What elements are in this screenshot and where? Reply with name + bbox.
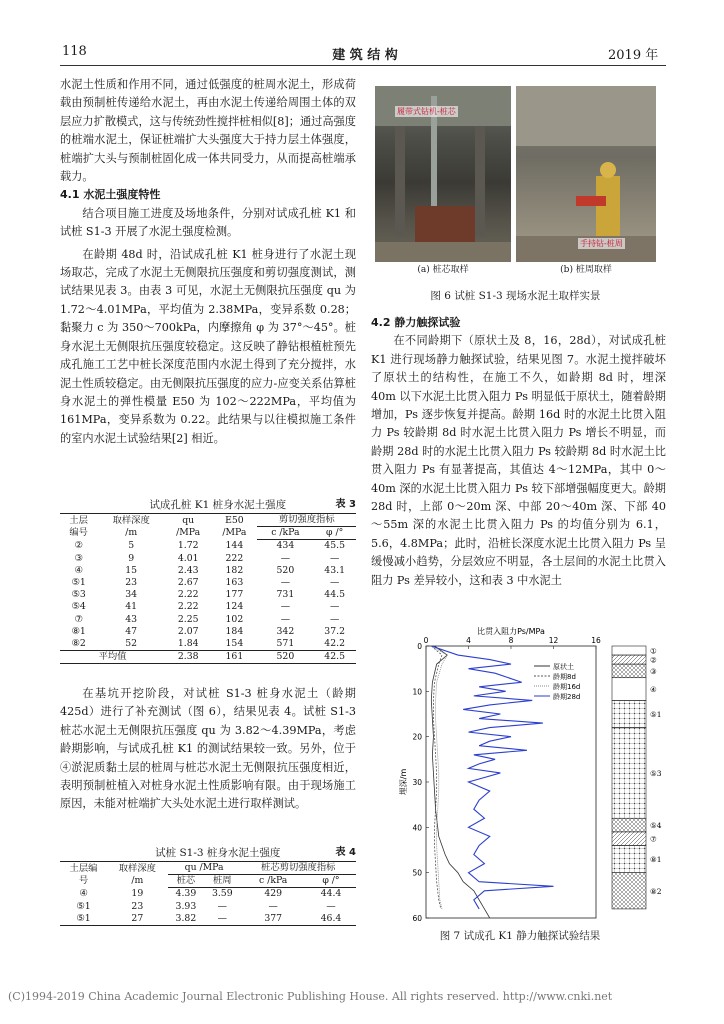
table-cell: 2.67 [177, 577, 199, 589]
legend-label: 龄期28d [553, 693, 581, 701]
table-cell: 45.5 [324, 540, 345, 552]
table-cell: 2.43 [177, 564, 199, 576]
section-heading: 4.1 水泥土强度特性 [60, 188, 161, 202]
table-cell: 3.93 [175, 900, 197, 912]
x-axis-label: 比贯入阻力Ps/MPa [477, 627, 545, 636]
site-illustration [516, 86, 656, 262]
col-header: c /kPa [257, 527, 313, 540]
table-cell: 2.38 [165, 651, 211, 664]
table-cell: 3.82 [168, 913, 204, 926]
table-cell: 429 [264, 888, 283, 900]
table-cell: 2.22 [177, 601, 199, 613]
data-table [60, 513, 356, 664]
table-cell: — [280, 601, 291, 613]
soil-layer [612, 646, 646, 655]
table-cell: — [204, 913, 240, 926]
table-cell: — [280, 613, 291, 625]
table-row [60, 540, 356, 553]
table-cell: 342 [276, 625, 295, 637]
table-cell: 平均值 [60, 651, 165, 664]
soil-layer [612, 818, 646, 832]
table-cell: 731 [276, 589, 295, 601]
soil-layer-label: ⑧2 [650, 886, 662, 896]
table-cell: — [329, 552, 340, 564]
table-caption [60, 845, 356, 861]
table-cell: 23 [125, 577, 138, 589]
figure-subcaption: (a) 桩芯取样 [417, 265, 469, 275]
table-cell: — [326, 900, 336, 912]
table-cell: 46.4 [306, 913, 356, 926]
section-heading: 4.2 静力触探试验 [371, 316, 461, 329]
table-cell: — [329, 613, 340, 625]
table-row [60, 614, 356, 626]
col-header: 桩周 [204, 875, 240, 888]
table-4 [60, 845, 356, 926]
table-row [60, 601, 356, 613]
col-header: φ /° [306, 875, 356, 888]
table-row [60, 589, 356, 601]
table-cell: 2.07 [177, 625, 199, 637]
legend-label: 龄期16d [553, 683, 581, 691]
table-title: 试桩 S1-3 桩身水泥土强度 [155, 847, 281, 859]
table-cell: 163 [225, 577, 244, 589]
table-cell: 52 [125, 638, 138, 650]
y-tick-label: 20 [412, 732, 422, 742]
table-row-average [60, 651, 356, 664]
paragraph: 水泥土性质和作用不同，通过低强度的桩周水泥土，形成荷载由预制桩传递给水泥土，再由水泥土传递给周围土体的双层应力扩散模式，这与传统劲性搅拌桩相似[8]；通过高强度的桩端水泥土，保证桩端扩大头强度大于持力层土体强度，桩端扩大头与预制桩固化成一体共同受力，从而提高桩端承载力。 [60, 78, 356, 184]
table-cell: 37.2 [324, 625, 345, 637]
copyright-footer: (C)1994-2019 China Academic Journal Electronic Publishing House. All rights reserved. http://www.cnki.net [8, 990, 613, 1003]
table-cell: 222 [225, 552, 244, 564]
y-axis-label: 埋深/m [399, 768, 408, 796]
table-cell: 23 [131, 900, 144, 912]
figure-subcaption: (b) 桩周取样 [560, 265, 612, 275]
table-cell: ⑤1 [60, 913, 107, 926]
col-header: 桩芯 [168, 875, 204, 888]
col-header: qu /MPa [168, 862, 241, 875]
right-column [371, 314, 666, 590]
col-header: 土层 编号 [60, 514, 97, 540]
y-tick-label: 0 [417, 642, 422, 651]
soil-layer [612, 664, 646, 678]
col-header: 取样深度 /m [97, 514, 165, 540]
table-cell: ⑤1 [76, 900, 91, 912]
photo-side-sampling [516, 86, 656, 262]
page-number: 118 [62, 44, 87, 59]
table-label: 表 4 [335, 847, 356, 858]
table-cell: 42.2 [324, 638, 345, 650]
series-line-3 [431, 646, 553, 909]
soil-layer-label: ⑤1 [650, 710, 662, 719]
table-cell: 44.5 [324, 589, 345, 601]
table-cell: 5 [128, 540, 135, 552]
col-header: 取样深度 /m [107, 862, 168, 888]
col-header: 剪切强度指标 [257, 514, 356, 527]
col-header: E50 /MPa [211, 514, 257, 540]
y-tick-label: 40 [412, 823, 422, 833]
table-cell: — [329, 601, 340, 613]
x-tick-label: 16 [591, 636, 601, 645]
col-header: qu /MPa [165, 514, 211, 540]
table-cell: 184 [225, 625, 244, 637]
table-cell: 144 [225, 540, 244, 552]
table-cell: 3.59 [211, 888, 233, 900]
cpt-chart [392, 626, 662, 924]
table-cell: 124 [225, 601, 244, 613]
soil-layer-label: ② [650, 655, 657, 665]
table-cell: 27 [107, 913, 168, 926]
soil-layer [612, 655, 646, 664]
table-cell: 41 [125, 601, 138, 613]
paragraph: 结合项目施工进度及场地条件，分别对试成孔桩 K1 和试桩 S1-3 开展了水泥土强度检测。 [60, 206, 356, 239]
table-cell: — [280, 577, 291, 589]
table-cell: 47 [125, 625, 138, 637]
paragraph: 在基坑开挖阶段，对试桩 S1-3 桩身水泥土（龄期 425d）进行了补充测试（图 6），结果见表 4。试桩 S1-3 桩芯水泥土无侧限抗压强度 qu 为 3.82～4.39MPa，考虑龄期影响，与试成孔桩 K1 的测试结果较一致。另外，位于④淤泥质黏土层的桩周与桩芯水泥土无侧限抗压强度相近，表明预制桩植入对桩身水泥土性质影响有限。由于现场施工原因，未能对桩端扩大头处水泥土进行取样测试。 [60, 687, 356, 811]
table-row [60, 888, 356, 901]
table-cell: 43 [125, 613, 138, 625]
table-cell: 161 [211, 651, 257, 664]
soil-layer-label: ① [650, 646, 657, 656]
x-tick-label: 8 [508, 636, 514, 645]
soil-layer-label: ⑦ [650, 834, 657, 844]
table-cell: 1.72 [177, 540, 199, 552]
soil-layer [612, 845, 646, 872]
soil-layer-label: ⑤3 [650, 768, 662, 778]
soil-layer-label: ③ [650, 666, 657, 676]
soil-layer-label: ④ [650, 685, 657, 695]
table-cell: 2.25 [177, 613, 199, 625]
journal-year: 2019 年 [608, 48, 659, 63]
table-cell: 4.01 [177, 552, 199, 564]
table-title: 试成孔桩 K1 桩身水泥土强度 [149, 499, 287, 511]
y-tick-label: 10 [412, 687, 422, 697]
soil-layer [612, 873, 646, 909]
soil-layer-label: ⑤4 [650, 821, 662, 831]
col-header: c /kPa [240, 875, 305, 888]
table-row [60, 626, 356, 638]
soil-layer [612, 678, 646, 701]
paragraph: 在龄期 48d 时，沿试成孔桩 K1 桩身进行了水泥土现场取芯，完成了水泥土无侧限抗压强度和剪切强度测试，测试结果见表 3。由表 3 可见，水泥土无侧限抗压强度 qu 为 1.72～4.01MPa，平均值为 2.38MPa，变异系数 0.28；黏聚力 c 为 350～700kPa，内摩擦角 φ 为 37°～45°。桩身水泥土无侧限抗压强度较稳定。这反映了静钻根植桩预先成孔施工工艺中桩长深度范围内水泥土得到了充分搅拌，水泥土性质较稳定。由无侧限抗压强度的应力-应变关系估算桩身水泥土的弹性模量 E50 为 102～222MPa，平均值为 161MPa，变异系数为 0.22。此结果与以往模拟施工条件的室内水泥土试验结果[2] 相近。 [60, 247, 356, 445]
soil-layer-label: ⑧1 [650, 855, 662, 865]
table-cell: 43.1 [324, 564, 345, 576]
col-header: φ /° [313, 527, 356, 540]
x-tick-label: 12 [548, 636, 559, 645]
legend-label: 龄期8d [553, 673, 576, 681]
table-cell: 102 [225, 613, 244, 625]
col-header: 土层编 号 [60, 862, 107, 888]
table-cell: 520 [276, 564, 295, 576]
table-cell: 520 [257, 651, 313, 664]
table-row [60, 553, 356, 565]
photo-label: 手持钻-桩周 [580, 239, 623, 248]
left-column-lower [60, 685, 356, 814]
table-cell: 9 [128, 552, 135, 564]
y-tick-label: 50 [412, 868, 422, 878]
table-cell: 182 [225, 564, 244, 576]
table-cell: 15 [125, 564, 138, 576]
y-tick-label: 30 [412, 778, 422, 787]
table-cell: ⑤1 [71, 577, 86, 589]
table-cell: 377 [240, 913, 305, 926]
table-caption [60, 497, 356, 513]
table-cell: ② [74, 540, 83, 552]
left-column [60, 76, 356, 448]
table-cell: ⑤4 [71, 601, 86, 613]
table-cell: 42.5 [313, 651, 356, 664]
table-cell: 19 [131, 888, 144, 900]
x-tick-label: 4 [466, 636, 471, 645]
table-row [60, 577, 356, 589]
photo-core-sampling [375, 86, 511, 262]
table-cell: 154 [225, 638, 244, 650]
table-cell: ③ [74, 552, 83, 564]
paragraph: 在不同龄期下（原状土及 8，16，28d），对试成孔桩 K1 进行现场静力触探试验，结果见图 7。水泥土搅拌破坏了原状土的结构性，在施工不久，如龄期 8d 时，埋深 40m 以下水泥土比贯入阻力 Ps 明显低于原状土，随着龄期增加，Ps 逐步恢复并提高。龄期 16d 时的水泥土比贯入阻力 Ps 较龄期 8d 时水泥土比贯入阻力 Ps 增长不明显，而龄期 28d 时的水泥土比贯入阻力 Ps 较龄期 8d 时水泥土比贯入阻力 Ps 有显著提高，其值达 4～12MPa，其中 0～40m 深的水泥土比贯入阻力 Ps 较下部增强幅度更大。龄期 28d 时，上部 0～20m 深、中部 20～40m 深、下部 40～55m 深的水泥土比贯入阻力 Ps 的均值分别为 6.1，5.6，4.8MPa；此时，沿桩长深度水泥土比贯入阻力 Ps 呈缓慢减小趋势，分层效应不明显，各土层间的水泥土比贯入阻力 Ps 差异较小，这和表 3 中水泥土 [371, 334, 666, 587]
table-cell: 177 [225, 589, 244, 601]
table-cell: 4.39 [175, 888, 197, 900]
soil-layer [612, 728, 646, 819]
table-cell: ⑦ [74, 613, 83, 625]
y-tick-label: 60 [412, 914, 422, 923]
table-cell: — [268, 900, 278, 912]
table-cell: ⑧2 [71, 638, 86, 650]
table-cell: 1.84 [177, 638, 199, 650]
table-cell: 34 [125, 589, 138, 601]
journal-title: 建 筑 结 构 [332, 48, 398, 63]
table-row [60, 913, 356, 926]
figure-caption: 图 6 试桩 S1-3 现场水泥土取样实景 [430, 290, 601, 302]
data-table [60, 861, 356, 926]
legend-label: 原状土 [553, 663, 574, 671]
table-cell: 571 [276, 638, 295, 650]
table-cell: ④ [79, 888, 88, 900]
table-cell: ④ [74, 564, 83, 576]
soil-layer [612, 700, 646, 727]
table-row [60, 901, 356, 913]
table-cell: ⑧1 [71, 625, 86, 637]
table-cell: — [217, 900, 227, 912]
table-row [60, 565, 356, 577]
table-row [60, 638, 356, 651]
table-3 [60, 497, 356, 664]
table-cell: 2.22 [177, 589, 199, 601]
figure-caption: 图 7 试成孔 K1 静力触探试验结果 [439, 930, 601, 942]
col-header: 桩芯剪切强度指标 [240, 862, 356, 875]
table-cell: 44.4 [320, 888, 342, 900]
table-label: 表 3 [335, 499, 356, 510]
header-rule [60, 65, 666, 66]
table-cell: 434 [276, 540, 295, 552]
x-tick-label: 0 [423, 636, 429, 645]
soil-layer [612, 832, 646, 846]
photo-label: 履带式钻机-桩芯 [397, 107, 456, 116]
table-cell: ⑤3 [71, 589, 86, 601]
table-cell: — [280, 552, 291, 564]
table-cell: — [329, 577, 340, 589]
